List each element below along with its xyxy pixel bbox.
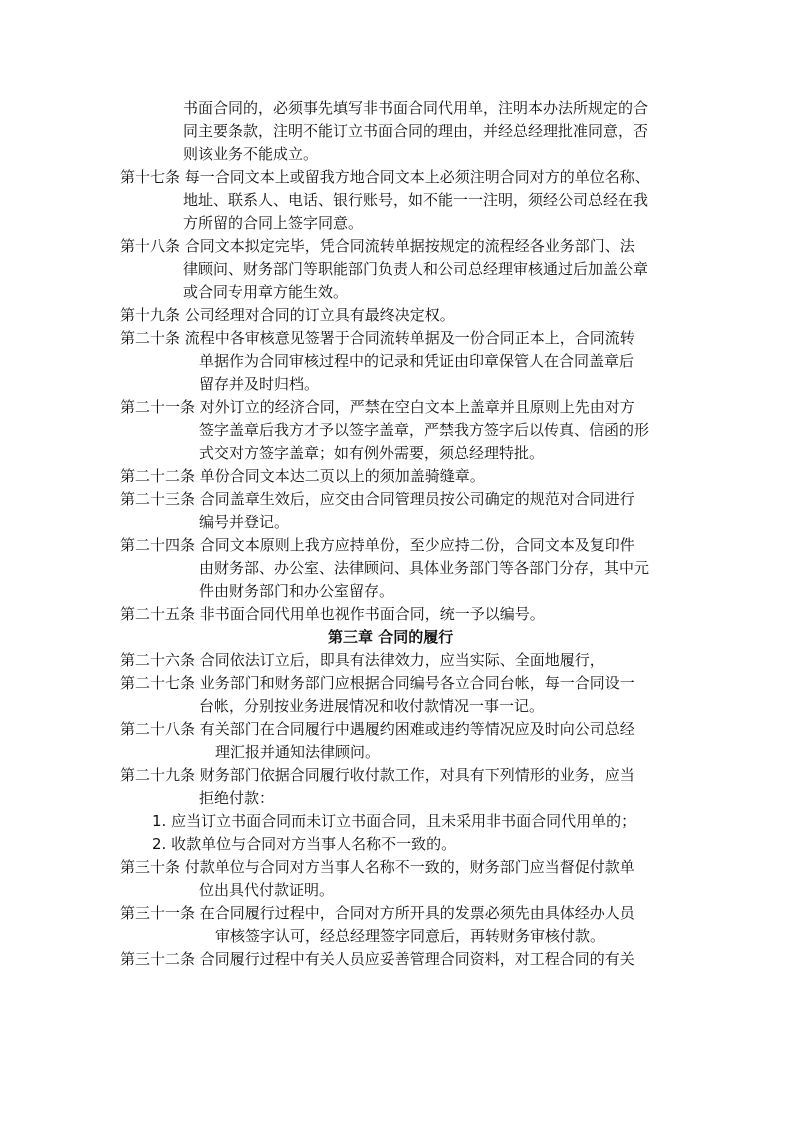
text-line: 件由财务部门和办公室留存。 bbox=[199, 582, 395, 600]
text-line: 式交对方签字盖章；如有例外需要，须总经理特批。 bbox=[199, 444, 545, 462]
text-line: 单据作为合同审核过程中的记录和凭证由印章保管人在合同盖章后 bbox=[199, 352, 635, 370]
article-32: 第三十二条 合同履行过程中有关人员应妥善管理合同资料，对工程合同的有关 bbox=[120, 950, 635, 968]
list-item: 2. 收款单位与合同对方当事人名称不一致的。 bbox=[152, 835, 457, 853]
article-29: 第二十九条 财务部门依据合同履行收付款工作，对具有下列情形的业务，应当 bbox=[120, 766, 635, 784]
text-line: 台帐，分别按业务进展情况和收付款情况一事一记。 bbox=[199, 697, 545, 715]
text-line: 审核签字认可，经总经理签字同意后，再转财务审核付款。 bbox=[215, 927, 606, 945]
article-25: 第二十五条 非书面合同代用单也视作书面合同，统一予以编号。 bbox=[120, 605, 545, 623]
text-line: 留存并及时归档。 bbox=[199, 375, 320, 393]
article-18: 第十八条 合同文本拟定完毕，凭合同流转单据按规定的流程经各业务部门、法 bbox=[120, 237, 635, 255]
text-line: 由财务部、办公室、法律顾问、具体业务部门等各部门分存，其中元 bbox=[199, 559, 650, 577]
text-line: 位出具代付款证明。 bbox=[199, 881, 335, 899]
article-27: 第二十七条 业务部门和财务部门应根据合同编号各立合同台帐，每一合同设一 bbox=[120, 674, 635, 692]
text-line: 方所留的合同上签字同意。 bbox=[183, 214, 364, 232]
article-26: 第二十六条 合同依法订立后，即具有法律效力，应当实际、全面地履行， bbox=[120, 651, 605, 669]
chapter-heading: 第三章 合同的履行 bbox=[328, 628, 454, 646]
text-line: 律顾问、财务部门等职能部门负责人和公司总经理审核通过后加盖公章 bbox=[183, 260, 649, 278]
article-17: 第十七条 每一合同文本上或留我方地合同文本上必须注明合同对方的单位名称、 bbox=[120, 168, 650, 186]
text-line: 或合同专用章方能生效。 bbox=[183, 283, 349, 301]
article-20: 第二十条 流程中各审核意见签署于合同流转单据及一份合同正本上，合同流转 bbox=[120, 329, 635, 347]
text-line: 书面合同的，必须事先填写非书面合同代用单，注明本办法所规定的合 bbox=[183, 99, 649, 117]
list-item: 1. 应当订立书面合同而未订立书面合同，且未采用非书面合同代用单的； bbox=[152, 812, 637, 830]
text-line: 签字盖章后我方才予以签字盖章，严禁我方签字后以传真、信函的形 bbox=[199, 421, 650, 439]
article-19: 第十九条 公司经理对合同的订立具有最终决定权。 bbox=[120, 306, 455, 324]
text-line: 拒绝付款： bbox=[199, 789, 275, 807]
article-28: 第二十八条 有关部门在合同履行中遇履约困难或违约等情况应及时向公司总经 bbox=[120, 720, 635, 738]
text-line: 同主要条款，注明不能订立书面合同的理由，并经总经理批准同意，否 bbox=[183, 122, 649, 140]
text-line: 地址、联系人、电话、银行账号，如不能一一注明，须经公司总经在我 bbox=[183, 191, 649, 209]
article-30: 第三十条 付款单位与合同对方当事人名称不一致的，财务部门应当督促付款单 bbox=[120, 858, 635, 876]
article-21: 第二十一条 对外订立的经济合同，严禁在空白文本上盖章并且原则上先由对方 bbox=[120, 398, 635, 416]
article-31: 第三十一条 在合同履行过程中，合同对方所开具的发票必须先由具体经办人员 bbox=[120, 904, 635, 922]
article-23: 第二十三条 合同盖章生效后，应交由合同管理员按公司确定的规范对合同进行 bbox=[120, 490, 635, 508]
text-line: 理汇报并通知法律顾问。 bbox=[215, 743, 381, 761]
article-22: 第二十二条 单份合同文本达二页以上的须加盖骑缝章。 bbox=[120, 467, 485, 485]
article-24: 第二十四条 合同文本原则上我方应持单份，至少应持二份，合同文本及复印件 bbox=[120, 536, 635, 554]
text-line: 编号并登记。 bbox=[199, 513, 290, 531]
text-line: 则该业务不能成立。 bbox=[183, 145, 319, 163]
